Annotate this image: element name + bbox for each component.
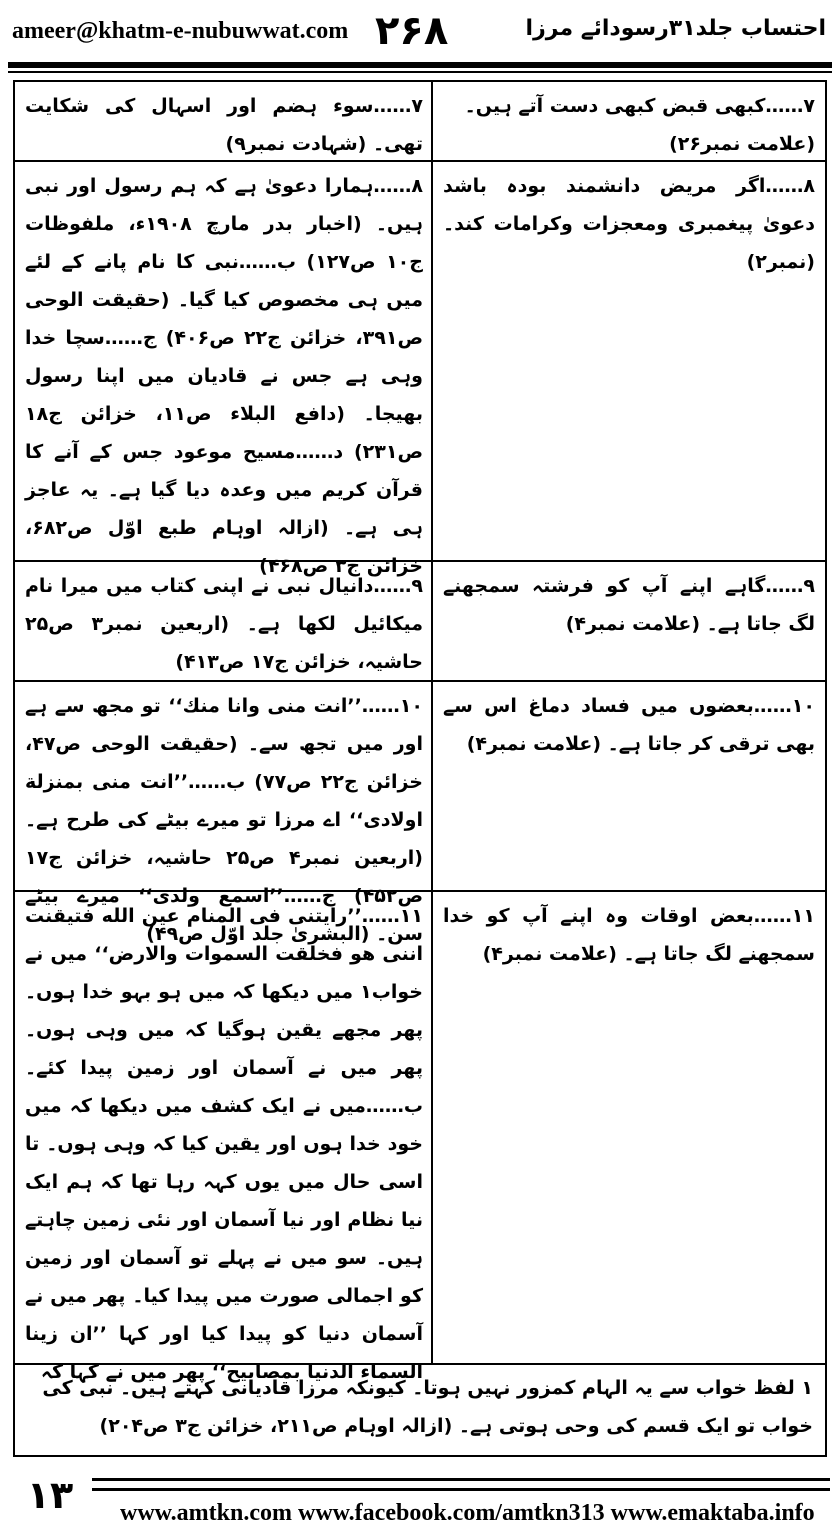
symptom-cell bbox=[431, 162, 825, 560]
footer-page-number: ۱۳ bbox=[26, 1473, 74, 1517]
symptom-cell bbox=[431, 82, 825, 160]
evidence-cell bbox=[15, 892, 433, 1383]
evidence-text: ۱۱……’’رایتنی فی المنام عین الله فتیقنت اننی هو فخلقت السموات والارض‘‘ میں نے خواب۱ میں دیکھا کہ میں ہو بہو خدا ہوں۔ پھر مجھے یقین ہوگیا کہ میں وہی ہوں۔ پھر میں نے آسمان اور زمین پیدا کئے۔ ب……میں نے ایک کشف میں دیکھا کہ میں خود خدا ہوں اور یقین کیا کہ وہی ہوں۔ تا اسی حال میں یوں کہہ رہا تھا کہ ہم ایک نیا نظام اور نیا آسمان اور نئی زمین چاہتے ہیں۔ سو میں نے پہلے تو آسمان اور زمین کو اجمالی صورت میں پیدا کیا۔ پھر میں نے آسمان دنیا کو پیدا کیا اور کہا ’’ان زینا السماء الدنیا بمصابیح‘‘ پھر میں نے کہا کہ bbox=[25, 905, 423, 1383]
evidence-cell bbox=[15, 82, 433, 160]
table-row bbox=[15, 162, 825, 577]
footer-rule bbox=[92, 1478, 830, 1481]
symptom-text: ۱۱……بعض اوقات وہ اپنے آپ کو خدا سمجھنے لگ جاتا ہے۔ (علامت نمبر۴) bbox=[443, 905, 815, 965]
evidence-cell bbox=[15, 162, 433, 577]
header-rule-thick bbox=[8, 62, 832, 68]
evidence-cell bbox=[15, 562, 433, 680]
symptom-text: ۷……کبھی قبض کبھی دست آتے ہیں۔ (علامت نمبر۲۶) bbox=[464, 95, 815, 155]
footer-rule bbox=[92, 1488, 830, 1491]
symptom-text: ۱۰……بعضوں میں فساد دماغ اس سے بھی ترقی کر جاتا ہے۔ (علامت نمبر۴) bbox=[443, 695, 815, 755]
symptom-cell bbox=[431, 682, 825, 890]
symptom-text: ۸……اگر مریض دانشمند بودہ باشد دعویٰ پیغمبری ومعجزات وکرامات کند۔ (نمبر۲) bbox=[443, 175, 815, 273]
table-row bbox=[15, 562, 825, 682]
footer-urls: www.amtkn.com www.facebook.com/amtkn313 www.emaktaba.info bbox=[120, 1500, 815, 1526]
footnote-text: ۱ لفظ خواب سے یہ الہام کمزور نہیں ہوتا۔ کیونکہ مرزا قادیانی کہتے ہیں۔ نبی کی خواب تو ایک قسم کی وحی ہوتی ہے۔ (ازالہ اوہام ص۲۱۱، خزائن ج۳ ص۲۰۴) bbox=[42, 1377, 813, 1437]
evidence-text: ۷……سوء ہضم اور اسہال کی شکایت تھی۔ (شہادت نمبر۹) bbox=[25, 95, 423, 155]
evidence-text: ۱۰……’’انت منی وانا منك‘‘ تو مجھ سے ہے اور میں تجھ سے۔ (حقیقت الوحی ص۴۷، خزائن ج۲۲ ص۷۷) ب……’’انت منی بمنزلة اولادی‘‘ اے مرزا تو میرے بیٹے کی طرح ہے۔ (اربعین نمبر۴ ص۲۵ حاشیہ، خزائن ج۱۷ ص۴۵۲) ج……’’اسمع ولدی‘‘ میرے بیٹے سن۔ (البشریٰ جلد اوّل ص۴۹) bbox=[25, 695, 423, 945]
table-row bbox=[15, 82, 825, 162]
header-page-number: ۲۶۸ bbox=[375, 8, 449, 54]
comparison-table bbox=[13, 80, 827, 1457]
evidence-text: ۸……ہمارا دعویٰ ہے کہ ہم رسول اور نبی ہیں۔ (اخبار بدر مارچ ۱۹۰۸ء، ملفوظات ج۱۰ ص۱۲۷) ب……نبی کا نام پانے کے لئے میں ہی مخصوص کیا گیا۔ (حقیقت الوحی ص۳۹۱، خزائن ج۲۲ ص۴۰۶) ج……سچا خدا وہی ہے جس نے قادیان میں اپنا رسول بھیجا۔ (دافع البلاء ص۱۱، خزائن ج۱۸ ص۲۳۱) د……مسیح موعود جس کے آنے کا قرآن کریم میں وعدہ دیا گیا ہے۔ یہ عاجز ہی ہے۔ (ازالہ اوہام طبع اوّل ص۶۸۲، خزائن ج۳ ص۴۶۸) bbox=[25, 175, 424, 577]
symptom-cell bbox=[431, 562, 825, 680]
symptom-text: ۹……گاہے اپنے آپ کو فرشتہ سمجھنے لگ جاتا ہے۔ (علامت نمبر۴) bbox=[443, 575, 815, 635]
evidence-cell bbox=[15, 682, 433, 945]
header-rule-thin bbox=[8, 71, 832, 73]
footnote bbox=[15, 1363, 825, 1455]
header-title: احتساب جلد۳۱رسودائے مرزا bbox=[525, 16, 826, 41]
table-row bbox=[15, 892, 825, 1383]
symptom-cell bbox=[431, 892, 825, 1363]
evidence-text: ۹……دانیال نبی نے اپنی کتاب میں میرا نام میکائیل لکھا ہے۔ (اربعین نمبر۳ ص۲۵ حاشیہ، خزائن ج۱۷ ص۴۱۳) bbox=[25, 575, 423, 673]
header-email: ameer@khatm-e-nubuwwat.com bbox=[12, 18, 349, 44]
